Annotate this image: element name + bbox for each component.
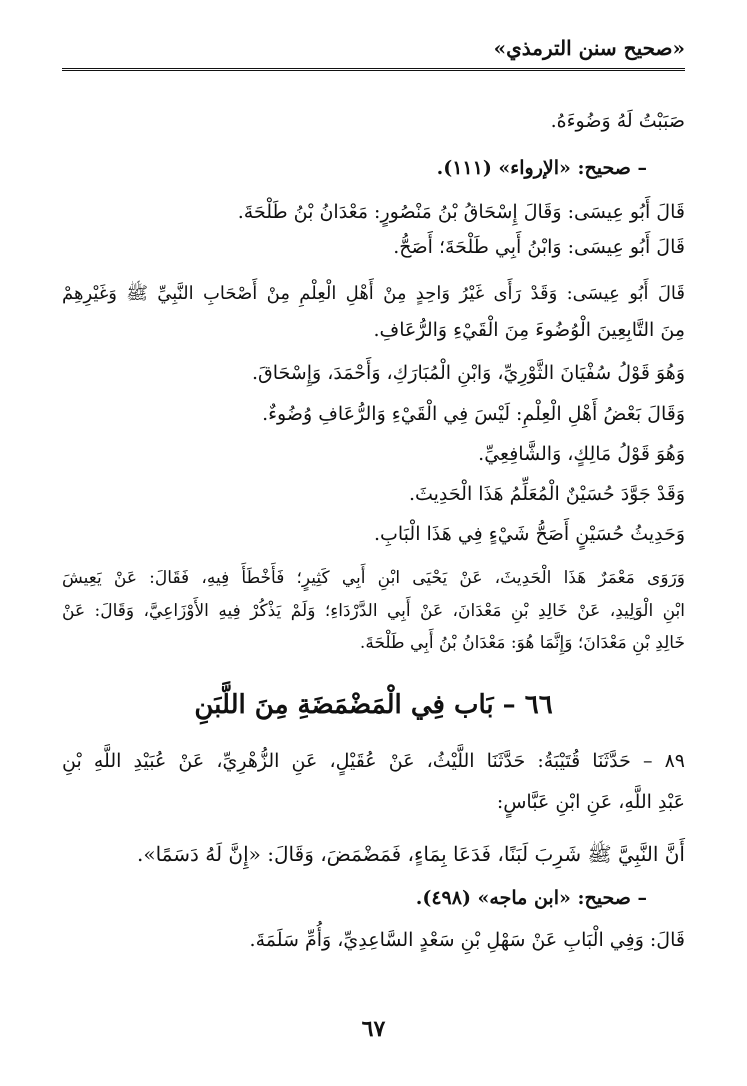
- text-line: ابْنِ الْوَلِيدِ، عَنْ خَالِدِ بْنِ مَعْدَانَ، عَنْ أَبِي الدَّرْدَاءِ؛ وَلَمْ يَذْكُرْ فِيهِ الأَوْزَاعِيَّ، وَقَالَ: عَنْ: [62, 601, 685, 621]
- page-number: ٦٧: [361, 1016, 386, 1042]
- hadith-line: ٨٩ – حَدَّثَنَا قُتَيْبَةُ: حَدَّثَنَا اللَّيْثُ، عَنْ عُقَيْلٍ، عَنِ الزُّهْرِيِّ، عَنْ عُبَيْدِ اللَّهِ بْنِ: [62, 750, 685, 772]
- text-line: وَهُوَ قَوْلُ سُفْيَانَ الثَّوْرِيِّ، وَابْنِ الْمُبَارَكِ، وَأَحْمَدَ، وَإِسْحَاقَ.: [251, 362, 685, 384]
- text-line: مِنَ التَّابِعِينَ الْوُضُوءَ مِنَ الْقَيْءِ وَالرُّعَافِ.: [373, 319, 685, 341]
- text-line: وَهُوَ قَوْلُ مَالِكٍ، وَالشَّافِعِيِّ.: [478, 443, 685, 465]
- grading-line: – صحيح: «ابن ماجه» (٤٩٨).: [415, 887, 647, 909]
- text-line: صَبَبْتُ لَهُ وَضُوءَهُ.: [550, 110, 685, 132]
- text-line: قَالَ أَبُو عِيسَى: وَقَدْ رَأَى غَيْرُ وَاحِدٍ مِنْ أَهْلِ الْعِلْمِ مِنْ أَصْحَابِ النَّبِيِّ ﷺ وَغَيْرِهِمْ: [62, 283, 685, 304]
- running-header-title: «صحيح سنن الترمذي»: [493, 36, 685, 60]
- header-divider: [62, 68, 685, 71]
- chapter-heading: ٦٦ – بَاب فِي الْمَضْمَضَةِ مِنَ اللَّبَنِ: [194, 690, 553, 720]
- running-header: [62, 30, 685, 74]
- grading-line: – صحيح: «الإرواء» (١١١).: [436, 157, 647, 179]
- text-line: قَالَ: وَفِي الْبَابِ عَنْ سَهْلِ بْنِ سَعْدٍ السَّاعِدِيِّ، وَأُمِّ سَلَمَةَ.: [249, 929, 685, 951]
- text-line: وَرَوَى مَعْمَرٌ هَذَا الْحَدِيثَ، عَنْ يَحْيَى ابْنِ أَبِي كَثِيرٍ؛ فَأَخْطَأَ فِيهِ، فَقَالَ: عَنْ يَعِيشَ: [62, 568, 685, 588]
- text-line: قَالَ أَبُو عِيسَى: وَقَالَ إِسْحَاقُ بْنُ مَنْصُورٍ: مَعْدَانُ بْنُ طَلْحَةَ.: [237, 201, 685, 223]
- text-line: وَقَالَ بَعْضُ أَهْلِ الْعِلْمِ: لَيْسَ فِي الْقَيْءِ وَالرُّعَافِ وُضُوءٌ.: [262, 403, 685, 425]
- hadith-text-line: أَنَّ النَّبِيَّ ﷺ شَرِبَ لَبَنًا، فَدَعَا بِمَاءٍ، فَمَضْمَضَ، وَقَالَ: «إِنَّ لَهُ دَسَمًا».: [136, 842, 685, 866]
- text-line: خَالِدِ بْنِ مَعْدَانَ؛ وَإِنَّمَا هُوَ: مَعْدَانُ بْنُ أَبِي طَلْحَةَ.: [359, 633, 685, 653]
- text-line: قَالَ أَبُو عِيسَى: وَابْنُ أَبِي طَلْحَةَ؛ أَصَحُّ.: [393, 236, 685, 258]
- text-line: وَحَدِيثُ حُسَيْنٍ أَصَحُّ شَيْءٍ فِي هَذَا الْبَابِ.: [373, 523, 685, 545]
- hadith-line: عَبْدِ اللَّهِ، عَنِ ابْنِ عَبَّاسٍ:: [496, 791, 685, 813]
- text-line: وَقَدْ جَوَّدَ حُسَيْنٌ الْمُعَلِّمُ هَذَا الْحَدِيثَ.: [408, 483, 685, 505]
